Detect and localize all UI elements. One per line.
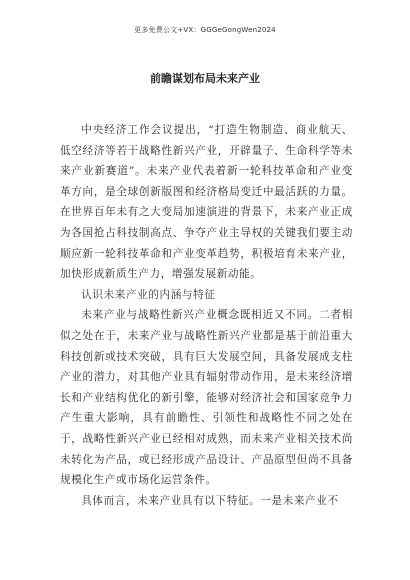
watermark-text: 更多免费公文+VX：GGGeGongWen2024 — [134, 26, 276, 34]
section-heading: 认识未来产业的内涵与特征 — [81, 288, 216, 301]
document-body — [60, 120, 353, 511]
paragraph-features: 具体而言，未来产业具有以下特征。一是未来产业不 — [81, 494, 339, 507]
paragraph-comparison: 未来产业与战略性新兴产业概念既相近又不同。二者相似之处在于，未来产业与战略性新兴产业都是基于前沿重大科技创新或技术突破，具有巨大发展空间，具备发展成支柱产业的潜力，对其他产业具有辐射带动作用，是未来经济增长和产业结构优化的新引擎，能够对经济社会和国家竞争力产生重大影响，具有前瞻性、引领性和战略性不同之处在于，战略性新兴产业已经相对成熟，而未来产业相关技术尚未转化为产品，或已经形成产品设计、产品原型但尚不具备规模化生产或市场化运营条件。 — [60, 309, 353, 487]
paragraph-intro: 中央经济工作会议提出，“打造生物制造、商业航天、低空经济等若干战略性新兴产业，开辟量子、生命科学等未来产业新赛道”。未来产业代表着新一轮科技革命和产业变革方向，是全球创新版图和经济格局变迁中最活跃的力量。在世界百年未有之大变局加速演进的背景下，未来产业正成为各国抢占科技制高点、争夺产业主导权的关键我们要主动顺应新一轮科技革命和产业变革趋势，积极培育未来产业，加快形成新质生产力，增强发展新动能。 — [60, 124, 353, 281]
document-title: 前瞻谋划布局未来产业 — [150, 72, 260, 85]
